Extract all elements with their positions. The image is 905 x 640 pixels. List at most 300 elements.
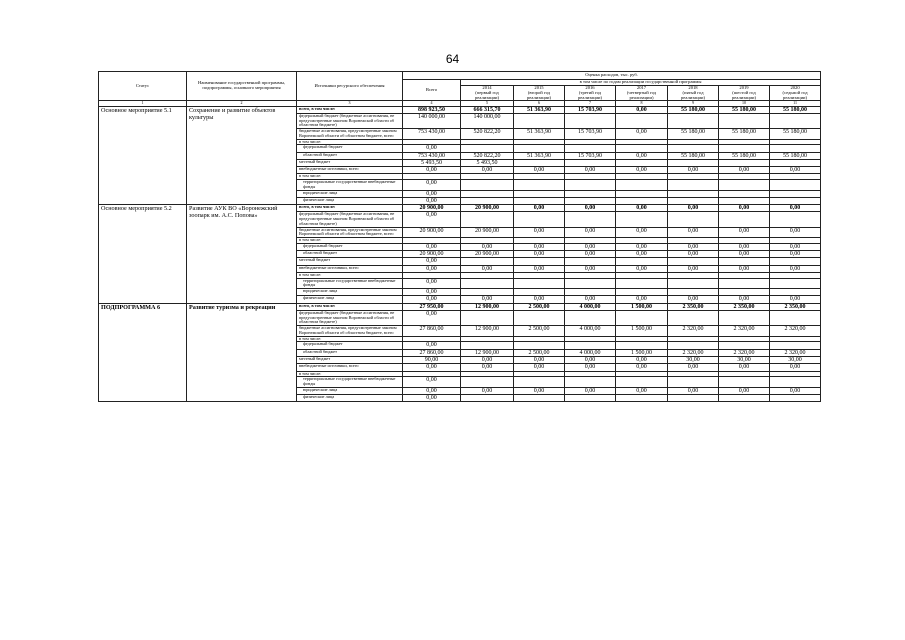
year-value <box>514 278 565 288</box>
year-value <box>668 394 719 401</box>
year-value <box>514 145 565 152</box>
year-value: 0,00 <box>514 364 565 371</box>
year-value: 0,00 <box>565 251 616 258</box>
year-value <box>565 311 616 326</box>
year-value: 51 363,90 <box>514 152 565 159</box>
funding-source: федеральный бюджет <box>297 342 403 349</box>
column-number: 4 <box>403 101 461 106</box>
year-value <box>668 278 719 288</box>
year-value: 2 320,00 <box>668 326 719 336</box>
year-value: 0,00 <box>514 205 565 212</box>
year-value: 2 320,00 <box>719 326 770 336</box>
year-value <box>719 311 770 326</box>
funding-source: всего, в том числе: <box>297 303 403 310</box>
year-value <box>461 145 514 152</box>
funding-source: внебюджетные источники, всего <box>297 265 403 272</box>
year-value <box>770 159 821 166</box>
funding-source: всего, в том числе: <box>297 205 403 212</box>
row-name: Развитие АУК ВО «Воронежский зоопарк им. А.С. Попова» <box>187 205 297 304</box>
row-name: Сохранение и развитие объектов культуры <box>187 106 297 205</box>
total-value: 898 923,50 <box>403 106 461 113</box>
year-value <box>461 212 514 227</box>
funding-source: в том числе: <box>297 238 403 244</box>
column-number: 2 <box>187 101 297 106</box>
year-value <box>719 212 770 227</box>
year-value <box>616 258 668 265</box>
year-value: 0,00 <box>616 167 668 174</box>
total-value: 753 430,00 <box>403 152 461 159</box>
column-number: 5 <box>461 101 514 106</box>
year-value: 20 900,00 <box>461 227 514 237</box>
funding-source: физические лица <box>297 296 403 303</box>
year-value: 0,00 <box>770 251 821 258</box>
year-value: 0,00 <box>770 205 821 212</box>
header-estimate: Оценка расходов, тыс. руб. <box>403 72 821 80</box>
year-value <box>565 394 616 401</box>
year-value <box>514 197 565 204</box>
year-value: 0,00 <box>770 227 821 237</box>
header-year-2018 <box>668 86 719 101</box>
header-year-number: 2018 <box>688 85 698 90</box>
year-value: 0,00 <box>565 265 616 272</box>
year-value: 0,00 <box>514 167 565 174</box>
funding-source: областной бюджет <box>297 251 403 258</box>
funding-source: бюджетные ассигнования, предусмотренные законом Воронежской области об областном бюджете, всего <box>297 326 403 336</box>
year-value <box>616 180 668 190</box>
year-value: 5 493,50 <box>461 159 514 166</box>
year-value: 15 703,90 <box>565 106 616 113</box>
year-value: 0,00 <box>461 296 514 303</box>
year-value <box>770 258 821 265</box>
column-number: 1 <box>99 101 187 106</box>
header-year-note: (седьмой год реализации) <box>782 89 808 100</box>
header-year-2014 <box>461 86 514 101</box>
year-value <box>668 311 719 326</box>
total-value: 5 493,50 <box>403 159 461 166</box>
funding-source: в том числе: <box>297 174 403 180</box>
year-value <box>668 342 719 349</box>
header-sources: Источники ресурсного обеспечения <box>297 72 403 101</box>
funding-source: всего, в том числе: <box>297 106 403 113</box>
year-value: 55 180,00 <box>668 129 719 139</box>
year-value: 55 180,00 <box>770 106 821 113</box>
header-year-note: (первый год реализации) <box>475 89 499 100</box>
year-value <box>719 145 770 152</box>
year-value: 0,00 <box>770 296 821 303</box>
year-value <box>565 212 616 227</box>
row-status: Основное мероприятие 5.1 <box>99 106 187 205</box>
year-value: 0,00 <box>616 296 668 303</box>
year-value <box>770 311 821 326</box>
funding-source: территориальные государственные внебюджетные фонды <box>297 377 403 387</box>
year-value: 2 500,00 <box>514 349 565 356</box>
year-value <box>565 377 616 387</box>
year-value <box>514 289 565 296</box>
total-value: 753 430,00 <box>403 129 461 139</box>
year-value: 0,00 <box>719 243 770 250</box>
year-value: 0,00 <box>616 387 668 394</box>
total-value: 0,00 <box>403 278 461 288</box>
year-value <box>719 394 770 401</box>
year-value: 0,00 <box>719 227 770 237</box>
funding-source: бюджетные ассигнования, предусмотренные законом Воронежской области об областном бюджете, всего <box>297 227 403 237</box>
year-value: 12 900,00 <box>461 349 514 356</box>
header-total: Всего <box>403 80 461 101</box>
total-value: 0,00 <box>403 296 461 303</box>
year-value <box>565 180 616 190</box>
header-name: Наименование государственной программы, подпрограммы, основного мероприятия <box>187 72 297 101</box>
funding-source: в том числе: <box>297 272 403 278</box>
total-value: 0,00 <box>403 387 461 394</box>
year-value: 0,00 <box>770 387 821 394</box>
funding-source: в том числе: <box>297 139 403 145</box>
year-value: 0,00 <box>461 364 514 371</box>
year-value <box>616 159 668 166</box>
total-value: 0,00 <box>403 377 461 387</box>
year-value: 0,00 <box>461 243 514 250</box>
year-value: 55 180,00 <box>668 106 719 113</box>
year-value <box>565 113 616 128</box>
year-value <box>461 289 514 296</box>
year-value <box>719 342 770 349</box>
year-value <box>668 212 719 227</box>
year-value <box>616 113 668 128</box>
year-value <box>770 145 821 152</box>
total-value: 20 900,00 <box>403 251 461 258</box>
column-number: 7 <box>565 101 616 106</box>
year-value <box>770 190 821 197</box>
year-value <box>616 394 668 401</box>
year-value: 520 822,20 <box>461 129 514 139</box>
funding-source: областной бюджет <box>297 349 403 356</box>
year-value <box>770 377 821 387</box>
year-value <box>514 212 565 227</box>
funding-source: территориальные государственные внебюджетные фонды <box>297 180 403 190</box>
year-value <box>668 159 719 166</box>
year-value: 12 900,00 <box>461 326 514 336</box>
year-value: 0,00 <box>514 387 565 394</box>
year-value <box>565 145 616 152</box>
funding-source: юридические лица <box>297 190 403 197</box>
funding-source: федеральный бюджет (бюджетные ассигнования, не предусмотренные законом Воронежской области об областном бюджете) <box>297 212 403 227</box>
year-value: 0,00 <box>514 356 565 363</box>
page-number: 64 <box>445 52 460 66</box>
year-value <box>616 212 668 227</box>
year-value: 30,00 <box>719 356 770 363</box>
year-value <box>461 377 514 387</box>
year-value: 0,00 <box>616 356 668 363</box>
column-number: 11 <box>770 101 821 106</box>
total-value: 0,00 <box>403 145 461 152</box>
year-value: 0,00 <box>616 152 668 159</box>
year-value: 1 500,00 <box>616 303 668 310</box>
year-value: 2 350,00 <box>770 303 821 310</box>
year-value: 0,00 <box>565 364 616 371</box>
year-value: 0,00 <box>514 251 565 258</box>
year-value: 0,00 <box>668 364 719 371</box>
funding-source: внебюджетные источники, всего <box>297 167 403 174</box>
year-value: 0,00 <box>770 243 821 250</box>
year-value: 0,00 <box>565 243 616 250</box>
year-value: 2 320,00 <box>668 349 719 356</box>
year-value: 0,00 <box>668 227 719 237</box>
year-value: 0,00 <box>461 265 514 272</box>
year-value: 0,00 <box>514 296 565 303</box>
year-value: 55 180,00 <box>668 152 719 159</box>
year-value <box>719 159 770 166</box>
header-year-note: (четвертый год реализации) <box>626 89 657 100</box>
header-year-2020 <box>770 86 821 101</box>
year-value: 0,00 <box>514 265 565 272</box>
year-value <box>616 145 668 152</box>
total-value: 0,00 <box>403 265 461 272</box>
total-value: 27 950,00 <box>403 303 461 310</box>
year-value <box>719 180 770 190</box>
year-value <box>514 377 565 387</box>
year-value <box>668 180 719 190</box>
total-value: 0,00 <box>403 311 461 326</box>
year-value <box>616 342 668 349</box>
year-value <box>616 190 668 197</box>
funding-source: юридические лица <box>297 289 403 296</box>
year-value: 0,00 <box>616 251 668 258</box>
header-year-number: 2014 <box>482 85 492 90</box>
year-value <box>668 113 719 128</box>
total-value: 27 860,00 <box>403 349 461 356</box>
year-value: 0,00 <box>770 167 821 174</box>
year-value: 51 363,90 <box>514 129 565 139</box>
funding-source: федеральный бюджет <box>297 145 403 152</box>
total-value: 27 860,00 <box>403 326 461 336</box>
year-value: 55 180,00 <box>719 152 770 159</box>
year-value <box>461 180 514 190</box>
year-value <box>770 289 821 296</box>
year-value: 0,00 <box>565 205 616 212</box>
year-value: 15 703,90 <box>565 129 616 139</box>
year-value: 15 703,90 <box>565 152 616 159</box>
funding-source: территориальные государственные внебюджетные фонды <box>297 278 403 288</box>
year-value: 0,00 <box>616 205 668 212</box>
year-value: 51 363,90 <box>514 106 565 113</box>
year-value <box>668 145 719 152</box>
year-value <box>719 113 770 128</box>
header-year-note: (шестой год реализации) <box>732 89 756 100</box>
header-year-number: 2016 <box>585 85 595 90</box>
funding-source: федеральный бюджет (бюджетные ассигнования, не предусмотренные законом Воронежской области об областном бюджете) <box>297 113 403 128</box>
year-value <box>565 342 616 349</box>
year-value: 30,00 <box>770 356 821 363</box>
year-value: 4 000,00 <box>565 349 616 356</box>
year-value: 0,00 <box>616 265 668 272</box>
column-number: 3 <box>297 101 403 106</box>
year-value: 1 500,00 <box>616 326 668 336</box>
funding-source: в том числе: <box>297 336 403 342</box>
year-value: 0,00 <box>668 205 719 212</box>
year-value: 0,00 <box>719 364 770 371</box>
funding-source: местный бюджет <box>297 159 403 166</box>
total-value: 90,00 <box>403 356 461 363</box>
year-value: 0,00 <box>616 243 668 250</box>
year-value <box>514 258 565 265</box>
year-value <box>616 289 668 296</box>
header-by-years: в том числе по годам реализации государственной программы <box>461 80 821 86</box>
year-value <box>461 197 514 204</box>
year-value: 2 500,00 <box>514 303 565 310</box>
header-year-note: (третий год реализации) <box>578 89 602 100</box>
year-value: 0,00 <box>616 227 668 237</box>
year-value: 2 350,00 <box>668 303 719 310</box>
year-value: 0,00 <box>565 227 616 237</box>
year-value: 1 500,00 <box>616 349 668 356</box>
year-value: 55 180,00 <box>770 129 821 139</box>
year-value <box>668 258 719 265</box>
year-value: 520 822,20 <box>461 152 514 159</box>
column-number: 8 <box>616 101 668 106</box>
header-year-number: 2020 <box>790 85 800 90</box>
column-number: 6 <box>514 101 565 106</box>
year-value <box>719 377 770 387</box>
funding-source: физические лица <box>297 394 403 401</box>
funding-source: областной бюджет <box>297 152 403 159</box>
year-value <box>668 190 719 197</box>
year-value: 666 315,70 <box>461 106 514 113</box>
table-row <box>99 303 821 310</box>
year-value <box>719 289 770 296</box>
year-value: 0,00 <box>565 356 616 363</box>
column-number: 10 <box>719 101 770 106</box>
year-value <box>616 278 668 288</box>
year-value: 0,00 <box>668 251 719 258</box>
year-value: 0,00 <box>770 364 821 371</box>
total-value: 0,00 <box>403 258 461 265</box>
column-number: 9 <box>668 101 719 106</box>
year-value <box>770 394 821 401</box>
funding-source: внебюджетные источники, всего <box>297 364 403 371</box>
year-value <box>565 159 616 166</box>
year-value: 55 180,00 <box>719 106 770 113</box>
year-value: 0,00 <box>616 129 668 139</box>
year-value <box>565 289 616 296</box>
year-value <box>514 190 565 197</box>
year-value <box>719 278 770 288</box>
year-value: 30,00 <box>668 356 719 363</box>
year-value <box>461 258 514 265</box>
year-value <box>616 197 668 204</box>
header-year-2015 <box>514 86 565 101</box>
year-value: 0,00 <box>461 167 514 174</box>
header-year-2016 <box>565 86 616 101</box>
year-value <box>514 113 565 128</box>
year-value <box>461 278 514 288</box>
funding-source: бюджетные ассигнования, предусмотренные законом Воронежской области об областном бюджете, всего <box>297 129 403 139</box>
total-value: 20 900,00 <box>403 227 461 237</box>
year-value <box>616 311 668 326</box>
year-value <box>719 197 770 204</box>
year-value <box>514 180 565 190</box>
funding-source: федеральный бюджет (бюджетные ассигнования, не предусмотренные законом Воронежской области об областном бюджете) <box>297 311 403 326</box>
funding-source: в том числе: <box>297 371 403 377</box>
funding-source: местный бюджет <box>297 258 403 265</box>
year-value <box>770 342 821 349</box>
header-year-note: (пятый год реализации) <box>681 89 705 100</box>
year-value: 0,00 <box>668 387 719 394</box>
year-value: 2 500,00 <box>514 326 565 336</box>
year-value <box>770 212 821 227</box>
year-value: 0,00 <box>770 265 821 272</box>
year-value: 140 000,00 <box>461 113 514 128</box>
total-value: 0,00 <box>403 197 461 204</box>
year-value: 12 900,00 <box>461 303 514 310</box>
year-value: 0,00 <box>719 251 770 258</box>
year-value: 0,00 <box>719 205 770 212</box>
year-value <box>770 278 821 288</box>
year-value: 2 320,00 <box>770 349 821 356</box>
header-status: Статус <box>99 72 187 101</box>
header-year-note: (второй год реализации) <box>527 89 551 100</box>
year-value: 2 350,00 <box>719 303 770 310</box>
total-value: 0,00 <box>403 364 461 371</box>
year-value: 0,00 <box>719 167 770 174</box>
year-value <box>565 278 616 288</box>
year-value: 0,00 <box>461 387 514 394</box>
total-value: 0,00 <box>403 167 461 174</box>
year-value: 0,00 <box>565 167 616 174</box>
year-value: 0,00 <box>668 296 719 303</box>
row-status: Основное мероприятие 5.2 <box>99 205 187 304</box>
year-value: 0,00 <box>565 387 616 394</box>
year-value: 0,00 <box>668 243 719 250</box>
year-value <box>668 377 719 387</box>
funding-source: федеральный бюджет <box>297 243 403 250</box>
year-value <box>461 311 514 326</box>
year-value <box>514 159 565 166</box>
total-value: 0,00 <box>403 243 461 250</box>
year-value <box>668 197 719 204</box>
year-value <box>565 190 616 197</box>
total-value: 20 900,00 <box>403 205 461 212</box>
year-value <box>461 342 514 349</box>
year-value <box>770 197 821 204</box>
year-value <box>770 180 821 190</box>
header-year-number: 2019 <box>739 85 749 90</box>
year-value: 0,00 <box>719 265 770 272</box>
row-name: Развитие туризма и рекреации <box>187 303 297 402</box>
header-year-2017 <box>616 86 668 101</box>
year-value: 0,00 <box>668 265 719 272</box>
funding-source: физические лица <box>297 197 403 204</box>
row-status: ПОДПРОГРАММА 6 <box>99 303 187 402</box>
year-value: 55 180,00 <box>719 129 770 139</box>
year-value <box>461 394 514 401</box>
year-value <box>514 311 565 326</box>
year-value: 2 320,00 <box>719 349 770 356</box>
total-value: 0,00 <box>403 180 461 190</box>
year-value: 0,00 <box>514 243 565 250</box>
year-value: 0,00 <box>719 296 770 303</box>
year-value <box>565 258 616 265</box>
total-value: 140 000,00 <box>403 113 461 128</box>
total-value: 0,00 <box>403 212 461 227</box>
year-value: 0,00 <box>719 387 770 394</box>
year-value: 0,00 <box>565 296 616 303</box>
year-value: 0,00 <box>616 106 668 113</box>
header-year-number: 2017 <box>636 85 647 90</box>
year-value: 2 320,00 <box>770 326 821 336</box>
year-value <box>719 258 770 265</box>
year-value: 4 000,00 <box>565 326 616 336</box>
year-value: 55 180,00 <box>770 152 821 159</box>
year-value <box>668 289 719 296</box>
